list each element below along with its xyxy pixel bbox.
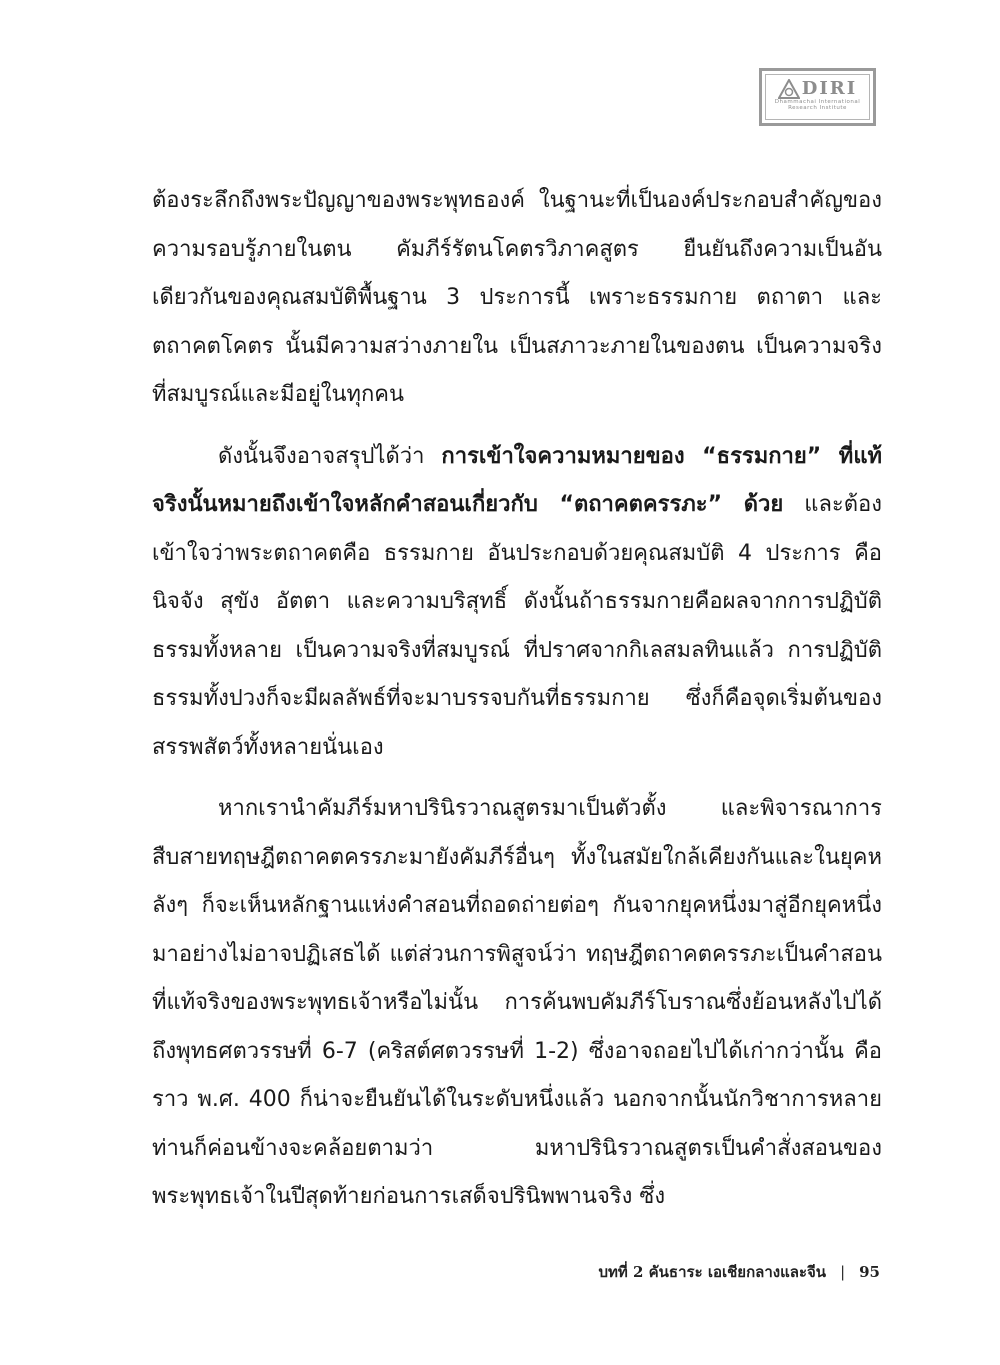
logo-inner-frame bbox=[765, 74, 870, 120]
logo-word: DIRI bbox=[801, 78, 858, 99]
paragraph-3: หากเรานำคัมภีร์มหาปรินิรวาณสูตรมาเป็นตัวตั้ง และพิจารณาการสืบสายทฤษฎีตถาคตครรภะมายังคัมภีร์อื่นๆ ทั้งในสมัยใกล้เคียงกันและในยุคหลังๆ ก็จะเห็นหลักฐานแห่งคำสอนที่ถอดถ่ายต่อๆ กันจากยุคหนึ่งมาสู่อีกยุคหนึ่งมาอย่างไม่อาจปฏิเสธได้ แต่ส่วนการพิสูจน์ว่า ทฤษฎีตถาคตครรภะเป็นคำสอนที่แท้จริงของพระพุทธเจ้าหรือไม่นั้น การค้นพบคัมภีร์โบราณซึ่งย้อนหลังไปได้ถึงพุทธศตวรรษที่ 6-7 (คริสต์ศตวรรษที่ 1-2) ซึ่งอาจถอยไปได้เก่ากว่านั้น คือราว พ.ศ. 400 ก็น่าจะยืนยันได้ในระดับหนึ่งแล้ว นอกจากนั้นนักวิชาการหลายท่านก็ค่อนข้างจะคล้อยตามว่า มหาปรินิรวาณสูตรเป็นคำสั่งสอนของพระพุทธเจ้าในปีสุดท้ายก่อนการเสด็จปรินิพพานจริง ซึ่ง bbox=[152, 796, 882, 1209]
page-number: 95 bbox=[859, 1263, 880, 1281]
paragraph-1: ต้องระลึกถึงพระปัญญาของพระพุทธองค์ ในฐานะที่เป็นองค์ประกอบสำคัญของความรอบรู้ภายในตน คัมภีร์รัตนโคตรวิภาคสูตร ยืนยันถึงความเป็นอันเดียวกันของคุณสมบัติพื้นฐาน 3 ประการนี้ เพราะธรรมกาย ตถาตา และตถาคตโคตร นั้นมีความสว่างภายใน เป็นสภาวะภายในของตน เป็นความจริงที่สมบูรณ์และมีอยู่ในทุกคน bbox=[152, 188, 882, 407]
logo-subtitle-1: Dhammachai International bbox=[774, 99, 861, 105]
paragraph-2-bold: การเข้าใจความหมายของ “ธรรมกาย” ที่แท้จริงนั้นหมายถึงเข้าใจหลักคำสอนเกี่ยวกับ “ตถาคตครรภะ” ด้วย bbox=[152, 443, 882, 517]
paragraph-2-lead: ดังนั้นจึงอาจสรุปได้ว่า bbox=[218, 443, 442, 469]
paragraph-2 bbox=[152, 433, 882, 773]
chapter-title: บทที่ 2 คันธาระ เอเชียกลางและจีน bbox=[598, 1263, 827, 1281]
footer-separator: | bbox=[840, 1263, 846, 1281]
paragraph-2-rest: และต้องเข้าใจว่าพระตถาคตคือ ธรรมกาย อันประกอบด้วยคุณสมบัติ 4 ประการ คือ นิจจัง สุขัง อัตตา และความบริสุทธิ์ ดังนั้นถ้าธรรมกายคือผลจากการปฏิบัติธรรมทั้งหลาย เป็นความจริงที่สมบูรณ์ ที่ปราศจากกิเลสมลทินแล้ว การปฏิบัติธรรมทั้งปวงก็จะมีผลลัพธ์ที่จะมาบรรจบกันที่ธรรมกาย ซึ่งก็คือจุดเริ่มต้นของสรรพสัตว์ทั้งหลายนั่นเอง bbox=[152, 492, 882, 760]
page-body bbox=[152, 177, 882, 1222]
diri-logo bbox=[759, 68, 876, 126]
logo-subtitle-2: Research Institute bbox=[788, 105, 847, 111]
page-footer bbox=[560, 1260, 880, 1284]
